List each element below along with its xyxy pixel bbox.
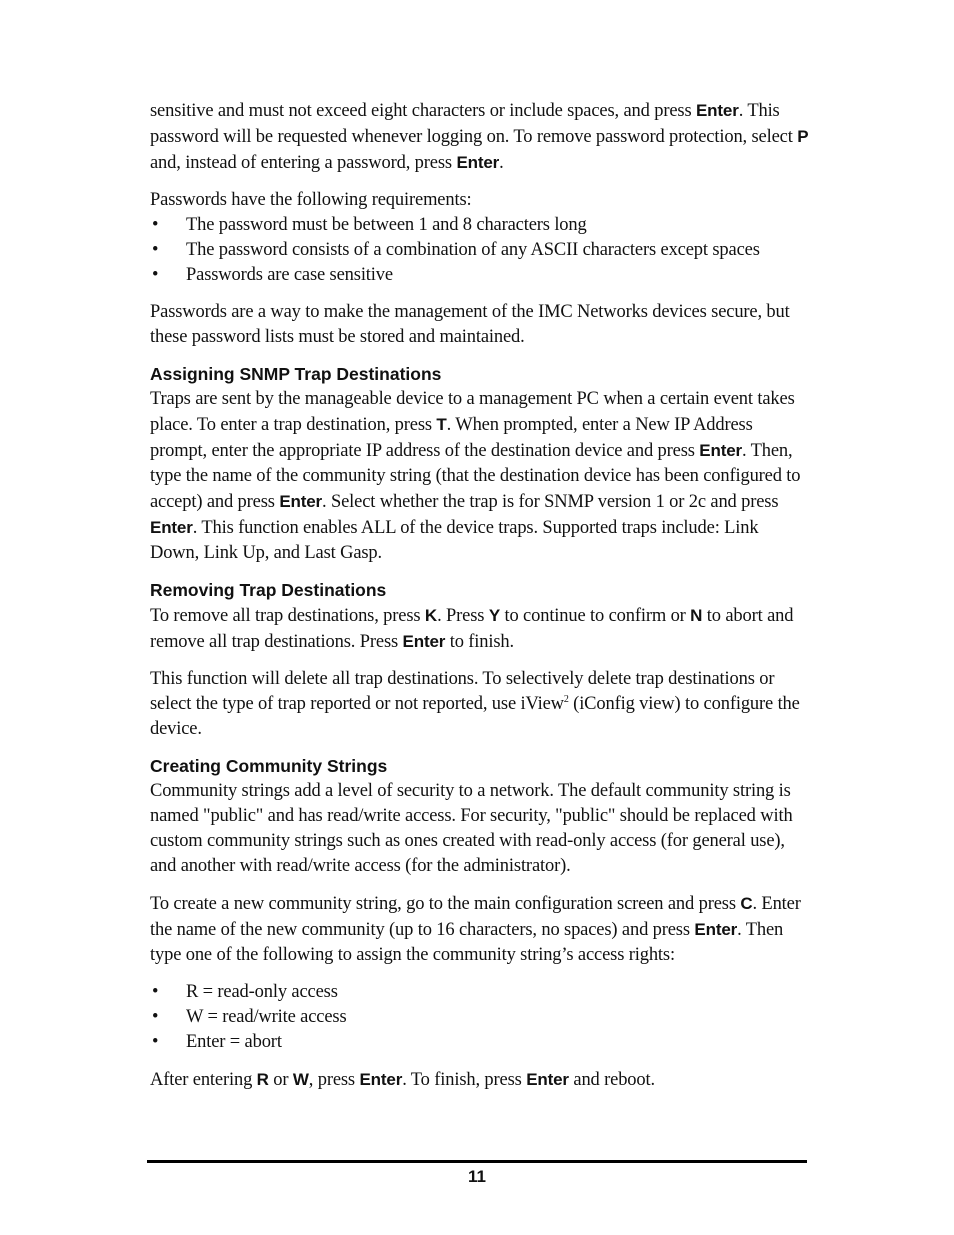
key-p: P (797, 127, 809, 146)
key-enter: Enter (279, 492, 323, 511)
key-r: R (256, 1070, 269, 1089)
requirements-list (150, 213, 810, 288)
footer-rule (147, 1160, 807, 1163)
superscript: 2 (563, 693, 569, 705)
key-enter: Enter (456, 153, 500, 172)
access-rights-list (150, 980, 810, 1055)
list-item: • The password consists of a combination of any ASCII characters except spaces (150, 238, 810, 263)
remove-paragraph: To remove all trap destinations, press K. Press Y to continue to confirm or N to abort and remove all trap destinations. Press Enter to finish. (150, 606, 794, 652)
key-y: Y (488, 606, 501, 625)
key-enter: Enter (359, 1070, 403, 1089)
delete-paragraph: This function will delete all trap destinations. To selectively delete trap destinations or select the type of trap reported or not reported, use iView$^2$ (iConfig view) to configure the device. (150, 669, 800, 739)
community-heading: Creating Community Strings (150, 756, 388, 776)
key-w: W (292, 1070, 309, 1089)
key-n: N (690, 606, 703, 625)
key-enter: Enter (526, 1070, 569, 1089)
list-item: • R = read-only access (150, 980, 810, 1005)
list-item: • The password must be between 1 and 8 characters long (150, 213, 810, 238)
password-paragraph: sensitive and must not exceed eight characters or include spaces, and press Enter. This password will be requested whenever logging on. To remove password protection, select P and, instead of entering a password, press Enter. (150, 101, 809, 173)
snmp-heading: Assigning SNMP Trap Destinations (150, 364, 442, 384)
snmp-paragraph: Traps are sent by the manageable device to a management PC when a certain event takes place. To enter a trap destination, press T. When prompted, enter a New IP Address prompt, enter the appropriate IP address of the destination device and press Enter. Then, type the name of the community string (that the destination device has been configured to accept) and press Enter. Select whether the trap is for SNMP version 1 or 2c and press Enter. This function enables ALL of the device traps. Supported traps include: Link Down, Link Up, and Last Gasp. (150, 389, 801, 563)
key-enter: Enter (150, 518, 193, 537)
page-content (150, 98, 810, 1105)
secure-paragraph: Passwords are a way to make the management of the IMC Networks devices secure, but these password lists must be stored and maintained. (150, 302, 790, 347)
list-item: • Passwords are case sensitive (150, 263, 810, 288)
remove-heading: Removing Trap Destinations (150, 580, 387, 600)
community-paragraph: Community strings add a level of security to a network. The default community string is named "public" and has read/write access. For security, "public" should be replaced with custom community strings such as ones created with read-only access (for general use), and another with read/write access (for the administrator). (150, 781, 793, 876)
finish-paragraph: After entering R or W, press Enter. To finish, press Enter and reboot. (150, 1070, 655, 1090)
key-enter: Enter (699, 441, 742, 460)
requirements-intro: Passwords have the following requirements: (150, 190, 472, 210)
key-k: K (424, 606, 438, 625)
key-c: C (740, 894, 753, 913)
list-item: • Enter = abort (150, 1030, 810, 1055)
list-item: • W = read/write access (150, 1005, 810, 1030)
key-enter: Enter (694, 920, 738, 939)
create-paragraph: To create a new community string, go to the main configuration screen and press C. Enter the name of the new community (up to 16 characters, no spaces) and press Enter. Then type one of the following to assign the community string’s access rights: (150, 894, 801, 965)
key-enter: Enter (695, 101, 739, 120)
page-number: 11 (468, 1167, 486, 1186)
key-enter: Enter (402, 632, 446, 651)
key-t: T (436, 415, 447, 434)
